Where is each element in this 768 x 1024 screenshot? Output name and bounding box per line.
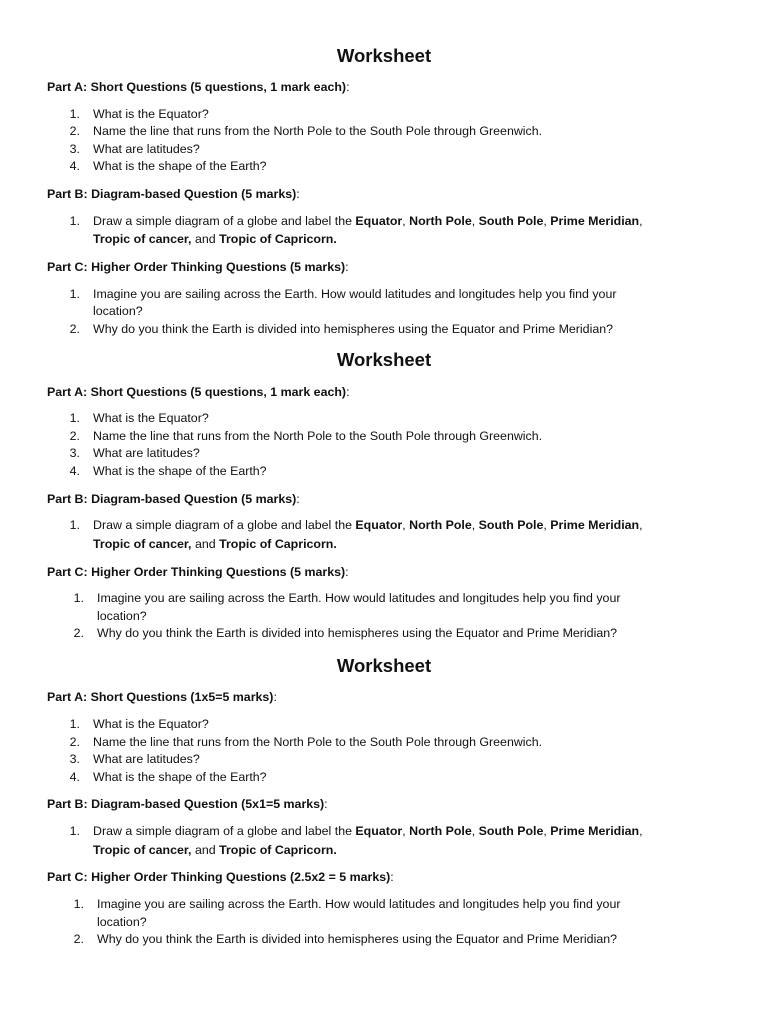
part-c-heading: Part C: Higher Order Thinking Questions (2.5x2 = 5 marks): [47,870,394,884]
part-a-heading: Part A: Short Questions (5 questions, 1 mark each): [47,385,350,399]
part-b-heading: Part B: Diagram-based Question (5 marks): [47,187,300,201]
part-a-heading: Part A: Short Questions (5 questions, 1 mark each): [47,80,350,94]
part-c-heading: Part C: Higher Order Thinking Questions (5 marks): [47,565,349,579]
worksheet-title: Worksheet [336,45,432,66]
worksheet-title: Worksheet [336,655,432,676]
worksheet-title: Worksheet [336,349,432,370]
part-c-heading: Part C: Higher Order Thinking Questions (5 marks): [47,260,349,274]
part-b-heading: Part B: Diagram-based Question (5x1=5 marks): [47,797,328,811]
part-b-heading: Part B: Diagram-based Question (5 marks): [47,492,300,506]
part-a-heading: Part A: Short Questions (1x5=5 marks): [47,690,277,704]
